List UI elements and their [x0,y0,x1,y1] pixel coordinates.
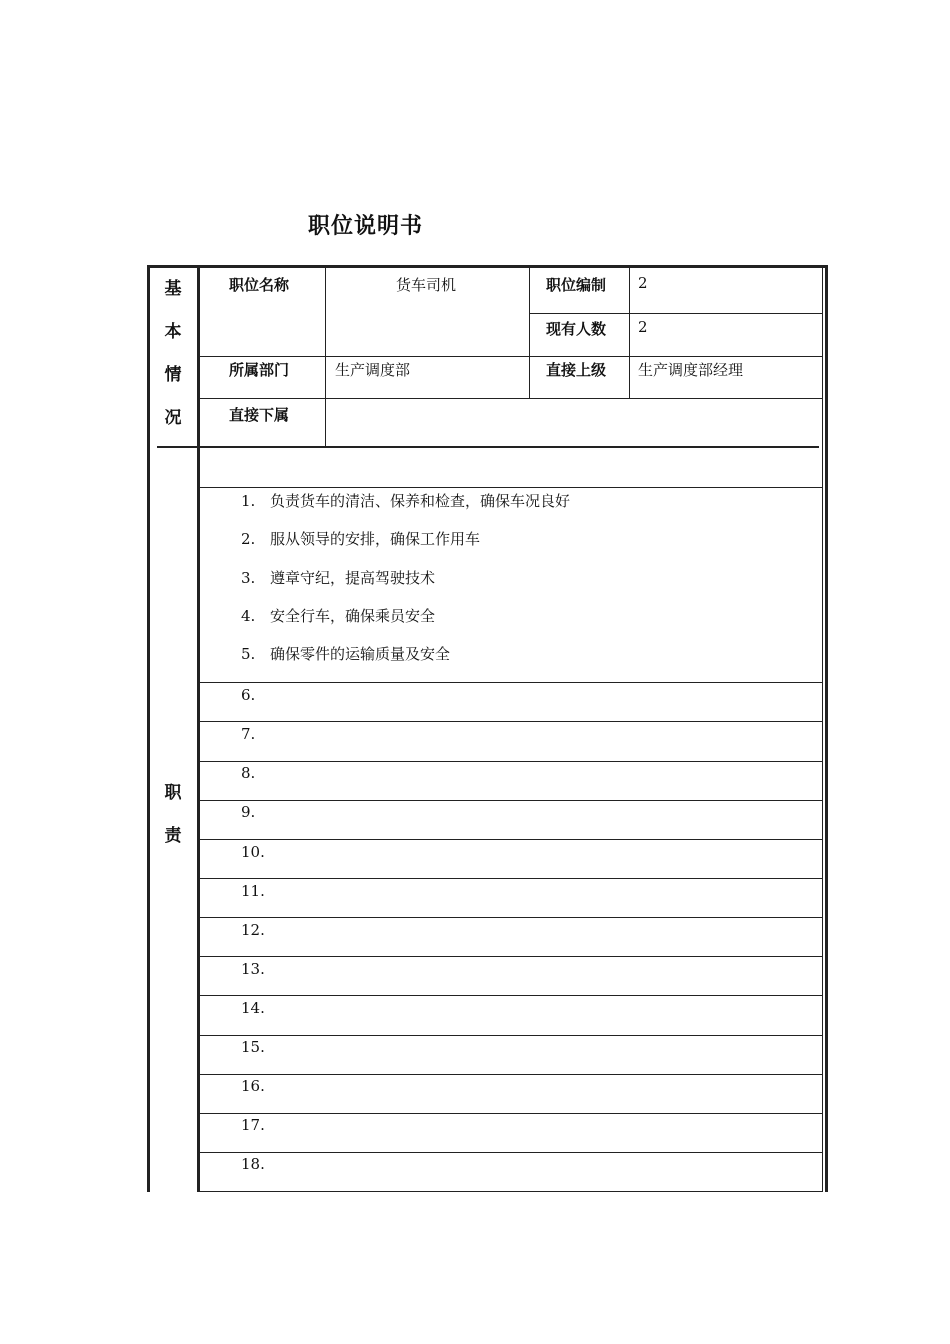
divider [325,268,326,448]
headcount-plan-value: 2 [638,274,648,292]
duty-number: 18. [241,1155,265,1173]
duty-number: 12. [241,921,265,939]
duty-item [241,803,270,821]
duty-number: 9. [241,803,256,821]
duty-text: 确保零件的运输质量及安全 [270,645,451,663]
section-char: 情 [164,365,182,385]
current-count-label: 现有人数 [546,320,607,338]
duty-number: 16. [241,1077,265,1095]
divider [198,1113,823,1114]
divider [198,761,823,762]
duty-item [241,1038,270,1056]
section-divider [157,446,819,448]
section-char: 责 [164,826,182,846]
duty-item [241,1116,270,1134]
divider [529,313,823,314]
duty-item [241,1077,270,1095]
duty-number: 1. [241,492,256,510]
duty-item [241,921,270,939]
divider [198,1191,823,1192]
duty-item [241,643,450,664]
divider [198,721,823,722]
current-count-value: 2 [638,318,648,336]
divider [198,1074,823,1075]
divider [197,448,200,1192]
page-title: 职位说明书 [308,214,424,239]
duty-number: 2. [241,530,256,548]
divider [198,917,823,918]
duty-number: 5. [241,645,256,663]
divider [198,839,823,840]
duty-item [241,567,435,588]
divider [198,956,823,957]
supervisor-value: 生产调度部经理 [638,361,744,379]
section-char: 基 [164,279,182,299]
duty-number: 15. [241,1038,265,1056]
headcount-plan-label: 职位编制 [546,276,607,294]
duty-number: 8. [241,764,256,782]
duty-item [241,843,270,861]
duty-number: 4. [241,607,256,625]
duty-number: 13. [241,960,265,978]
supervisor-label: 直接上级 [546,361,607,379]
department-label: 所属部门 [229,361,290,379]
department-value: 生产调度部 [335,361,411,379]
divider [198,800,823,801]
duty-item [241,764,270,782]
section-char: 况 [164,408,182,428]
duty-item [241,490,570,511]
duty-number: 17. [241,1116,265,1134]
duty-text: 安全行车，确保乘员安全 [270,607,436,625]
divider [198,1152,823,1153]
duty-item [241,528,480,549]
duty-number: 11. [241,882,265,900]
divider [529,268,530,399]
duty-item [241,725,270,743]
divider [198,398,823,399]
duty-item [241,999,270,1017]
basic-info-section-label [150,274,196,446]
section-char: 本 [164,322,182,342]
duty-item [241,1155,270,1173]
subordinate-label: 直接下属 [229,406,290,424]
duty-item [241,605,435,626]
position-name-value: 货车司机 [396,276,457,294]
duty-item [241,960,270,978]
duty-number: 3. [241,569,256,587]
divider [822,268,823,448]
divider [822,448,823,1192]
divider [198,356,823,357]
divider [197,268,200,448]
divider [198,1035,823,1036]
duties-section-label [150,778,196,864]
position-name-label: 职位名称 [229,276,290,294]
divider [198,878,823,879]
duty-number: 14. [241,999,265,1017]
duty-text: 服从领导的安排，确保工作用车 [270,530,481,548]
duty-text: 遵章守纪，提高驾驶技术 [270,569,436,587]
duty-number: 7. [241,725,256,743]
divider [198,682,823,683]
divider [629,268,630,399]
duty-number: 10. [241,843,265,861]
section-char: 职 [164,783,182,803]
duty-number: 6. [241,686,256,704]
divider [198,487,823,488]
duty-item [241,686,270,704]
duty-text: 负责货车的清洁、保养和检查，确保车况良好 [270,492,571,510]
duty-item [241,882,270,900]
divider [198,995,823,996]
